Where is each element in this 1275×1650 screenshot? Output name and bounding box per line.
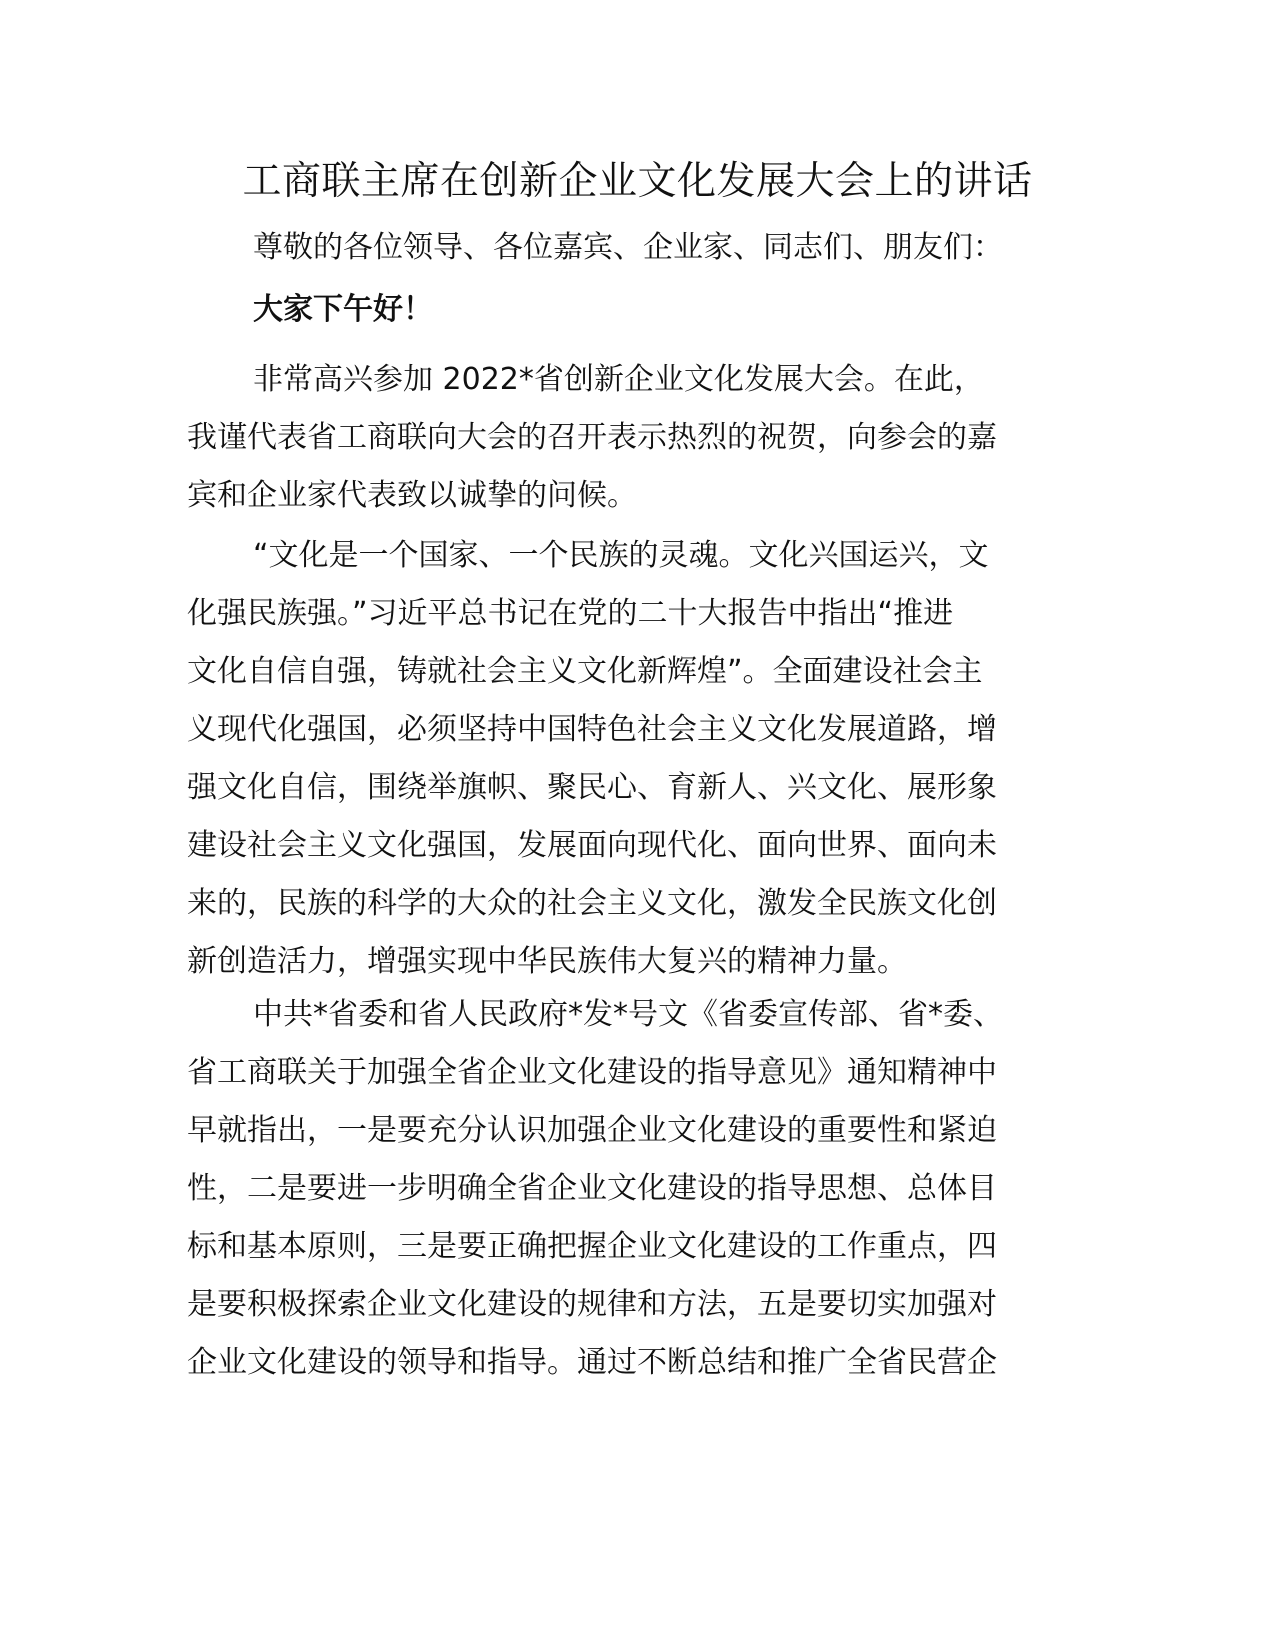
body-paragraph-1 bbox=[187, 351, 1082, 525]
paragraph-line: 非常高兴参加 2022*省创新企业文化发展大会。在此， bbox=[253, 362, 984, 397]
paragraph-line: “文化是一个国家、一个民族的灵魂。文化兴国运兴，文 bbox=[253, 538, 989, 573]
document-title: 工商联主席在创新企业文化发展大会上的讲话 bbox=[242, 159, 1033, 204]
body-paragraph-2 bbox=[187, 527, 1082, 991]
paragraph-line: 企业文化建设的领导和指导。通过不断总结和推广全省民营企 bbox=[187, 1345, 997, 1380]
paragraph-line: 建设社会主义文化强国，发展面向现代化、面向世界、面向未 bbox=[187, 828, 997, 863]
paragraph-line: 性，二是要进一步明确全省企业文化建设的指导思想、总体目 bbox=[187, 1171, 997, 1206]
greeting-paragraph bbox=[187, 281, 1082, 339]
paragraph-line: 中共*省委和省人民政府*发*号文《省委宣传部、省*委、 bbox=[253, 997, 1003, 1032]
greeting-line: 大家下午好！ bbox=[253, 292, 433, 327]
paragraph-line: 宾和企业家代表致以诚挚的问候。 bbox=[187, 478, 637, 513]
paragraph-line: 我谨代表省工商联向大会的召开表示热烈的祝贺，向参会的嘉 bbox=[187, 420, 997, 455]
paragraph-line: 化强民族强。”习近平总书记在党的二十大报告中指出“推进 bbox=[187, 596, 954, 631]
paragraph-line: 文化自信自强，铸就社会主义文化新辉煌”。全面建设社会主 bbox=[187, 654, 983, 689]
paragraph-line: 早就指出，一是要充分认识加强企业文化建设的重要性和紧迫 bbox=[187, 1113, 997, 1148]
paragraph-line: 义现代化强国，必须坚持中国特色社会主义文化发展道路，增 bbox=[187, 712, 997, 747]
paragraph-line: 省工商联关于加强全省企业文化建设的指导意见》通知精神中 bbox=[187, 1055, 997, 1090]
paragraph-line: 新创造活力，增强实现中华民族伟大复兴的精神力量。 bbox=[187, 944, 907, 979]
salutation-line: 尊敬的各位领导、各位嘉宾、企业家、同志们、朋友们： bbox=[253, 230, 1003, 265]
body-paragraph-3 bbox=[187, 986, 1082, 1392]
paragraph-line: 强文化自信，围绕举旗帜、聚民心、育新人、兴文化、展形象 bbox=[187, 770, 997, 805]
salutation-paragraph bbox=[187, 219, 1082, 277]
paragraph-line: 是要积极探索企业文化建设的规律和方法，五是要切实加强对 bbox=[187, 1287, 997, 1322]
paragraph-line: 来的，民族的科学的大众的社会主义文化，激发全民族文化创 bbox=[187, 886, 997, 921]
paragraph-line: 标和基本原则，三是要正确把握企业文化建设的工作重点，四 bbox=[187, 1229, 997, 1264]
